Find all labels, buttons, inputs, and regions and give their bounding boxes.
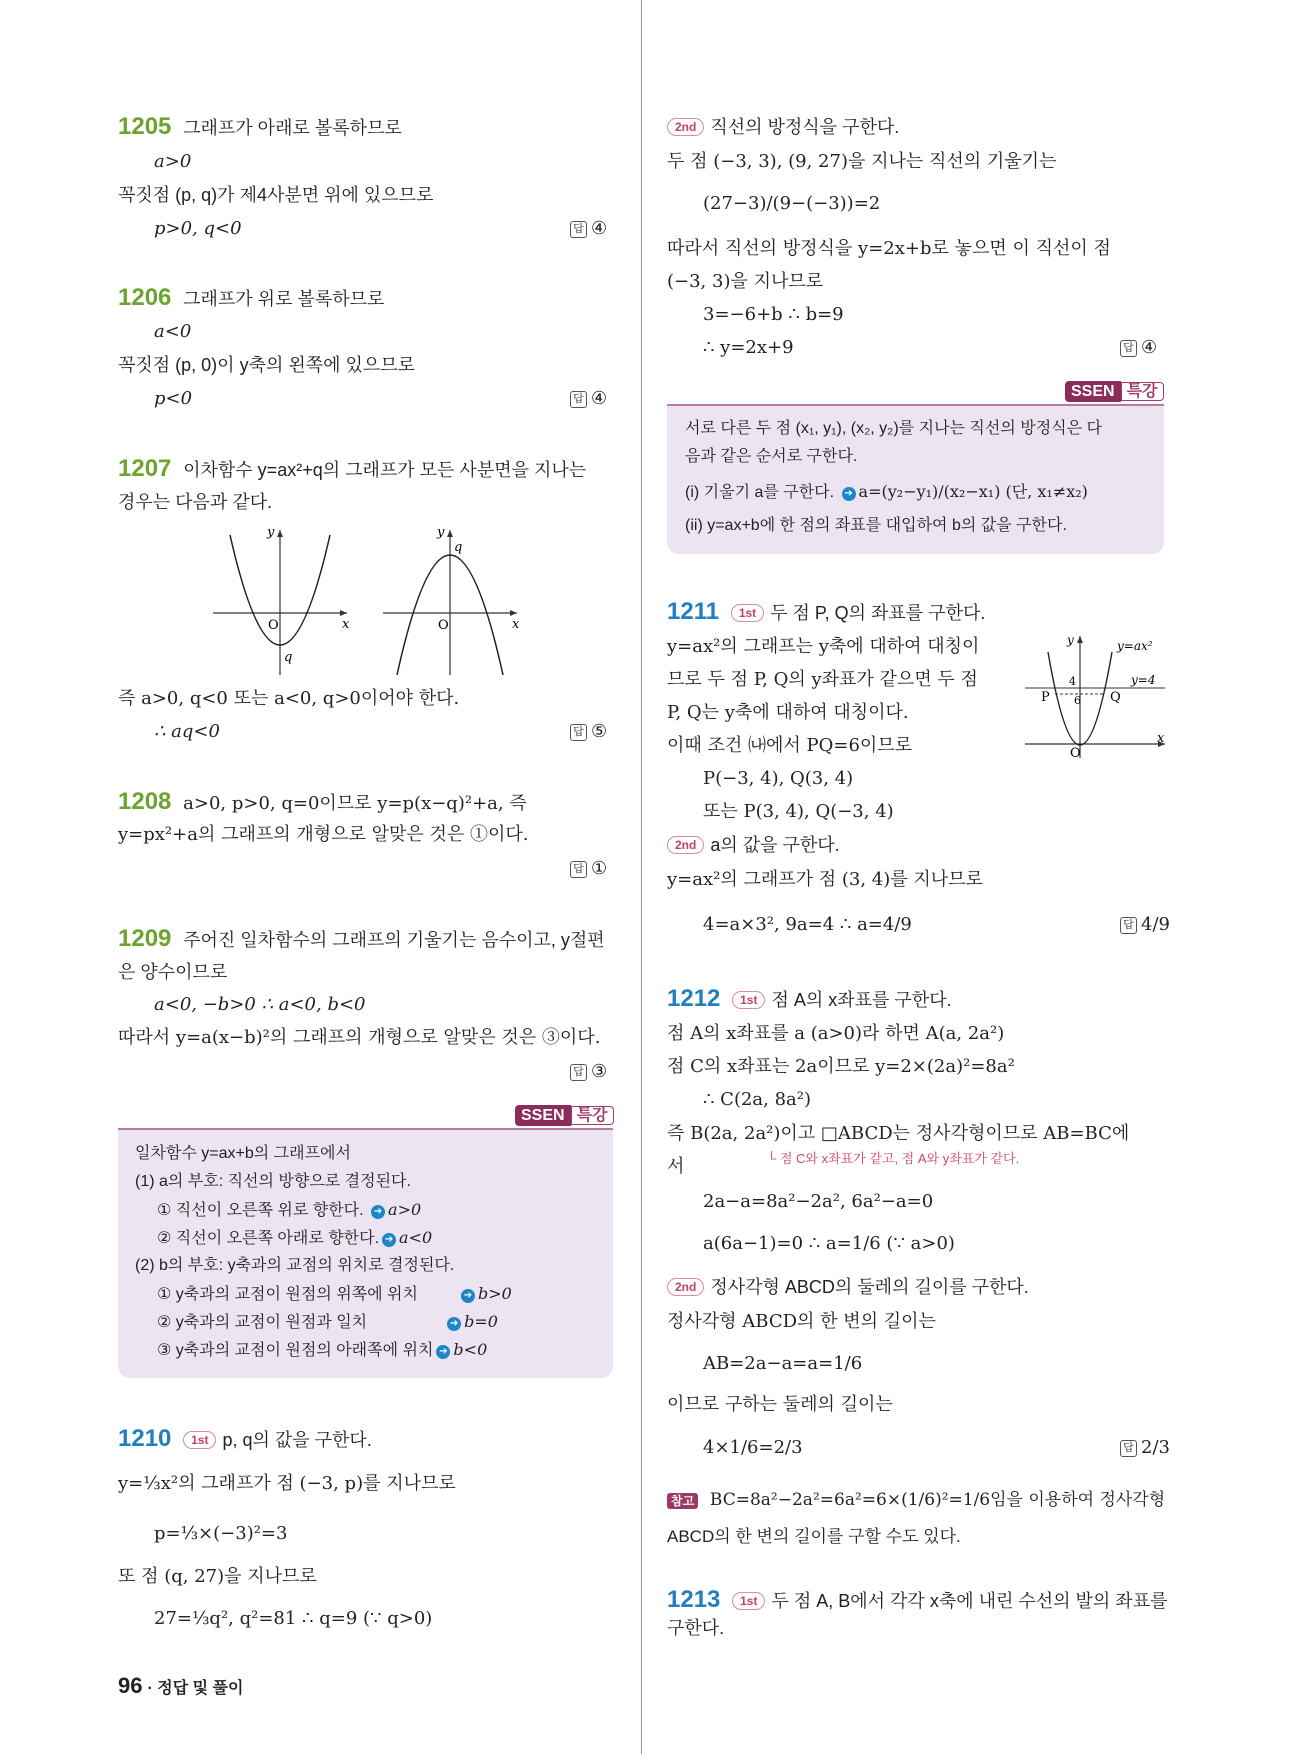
answer: 답 ④ <box>1120 336 1157 360</box>
q-label: q <box>454 540 463 555</box>
six-label: 6 <box>1074 694 1081 707</box>
answer-icon: 답 <box>570 221 587 238</box>
answer: 답 2/3 <box>1120 1436 1170 1460</box>
curve-label: y=ax² <box>1117 639 1153 653</box>
problem-number: 1212 <box>667 985 721 1012</box>
step-badge: 2nd <box>667 836 704 854</box>
y-axis-label: y <box>1067 633 1074 647</box>
y-axis-label: y <box>437 525 445 540</box>
x-axis-label: x <box>342 617 350 632</box>
answer-icon: 답 <box>1120 917 1137 934</box>
problem-number: 1211 <box>667 598 720 625</box>
answer-icon: 답 <box>570 861 587 878</box>
annotation-note: └ 점 C와 x좌표가 같고, 점 A와 y좌표가 같다. <box>767 1151 1020 1166</box>
origin-label: O <box>1070 746 1081 760</box>
answer: 답 ③ <box>570 1060 607 1084</box>
step-badge: 1st <box>732 1592 765 1610</box>
arrow-icon: ➔ <box>436 1345 450 1359</box>
step-badge: 2nd <box>667 1278 704 1296</box>
ssen-badge: SSEN 특강 <box>1065 378 1164 401</box>
answer: 답 4/9 <box>1120 913 1170 937</box>
line-label: y=4 <box>1131 673 1156 687</box>
q-label: q <box>284 650 293 665</box>
arrow-icon: ➔ <box>447 1317 461 1331</box>
arrow-icon: ➔ <box>461 1289 475 1303</box>
problem-number: 1208 <box>118 788 172 815</box>
answer: 답 ① <box>570 857 607 881</box>
answer-icon: 답 <box>1120 340 1137 357</box>
four-label: 4 <box>1069 675 1076 688</box>
answer-icon: 답 <box>570 724 587 741</box>
graph-upward-parabola <box>205 525 355 685</box>
arrow-icon: ➔ <box>382 1233 396 1247</box>
origin-label: O <box>438 618 449 633</box>
answer-icon: 답 <box>570 1064 587 1081</box>
answer: 답 ④ <box>570 217 607 241</box>
graph-downward-parabola <box>375 525 525 685</box>
reference-badge: 참고 <box>667 1493 698 1509</box>
problem-number: 1206 <box>118 284 172 311</box>
footer-label: · 정답 및 풀이 <box>147 1680 244 1697</box>
y-axis-label: y <box>267 525 275 540</box>
step-badge: 2nd <box>667 118 704 136</box>
point-q-label: Q <box>1110 690 1121 705</box>
problem-number: 1210 <box>118 1425 172 1452</box>
arrow-icon: ➔ <box>371 1205 385 1219</box>
step-badge: 1st <box>732 991 765 1009</box>
arrow-icon: ➔ <box>842 487 856 501</box>
answer-icon: 답 <box>570 391 587 408</box>
page-number: 96 <box>118 1673 143 1698</box>
problem-number: 1207 <box>118 455 172 482</box>
step-badge: 1st <box>183 1431 216 1449</box>
ssen-badge: SSEN 특강 <box>515 1102 614 1125</box>
problem-number: 1213 <box>667 1586 721 1613</box>
problem-number: 1205 <box>118 113 172 140</box>
answer-icon: 답 <box>1120 1440 1137 1457</box>
page-footer <box>118 1673 243 1699</box>
graph-parabola-pq <box>1020 630 1170 760</box>
point-p-label: P <box>1041 690 1050 705</box>
answer: 답 ④ <box>570 387 607 411</box>
origin-label: O <box>268 618 279 633</box>
problem-number: 1209 <box>118 925 172 952</box>
answer: 답 ⑤ <box>570 720 607 744</box>
column-divider <box>641 0 642 1754</box>
x-axis-label: x <box>1157 731 1165 746</box>
x-axis-label: x <box>512 617 520 632</box>
step-badge: 1st <box>731 604 764 622</box>
